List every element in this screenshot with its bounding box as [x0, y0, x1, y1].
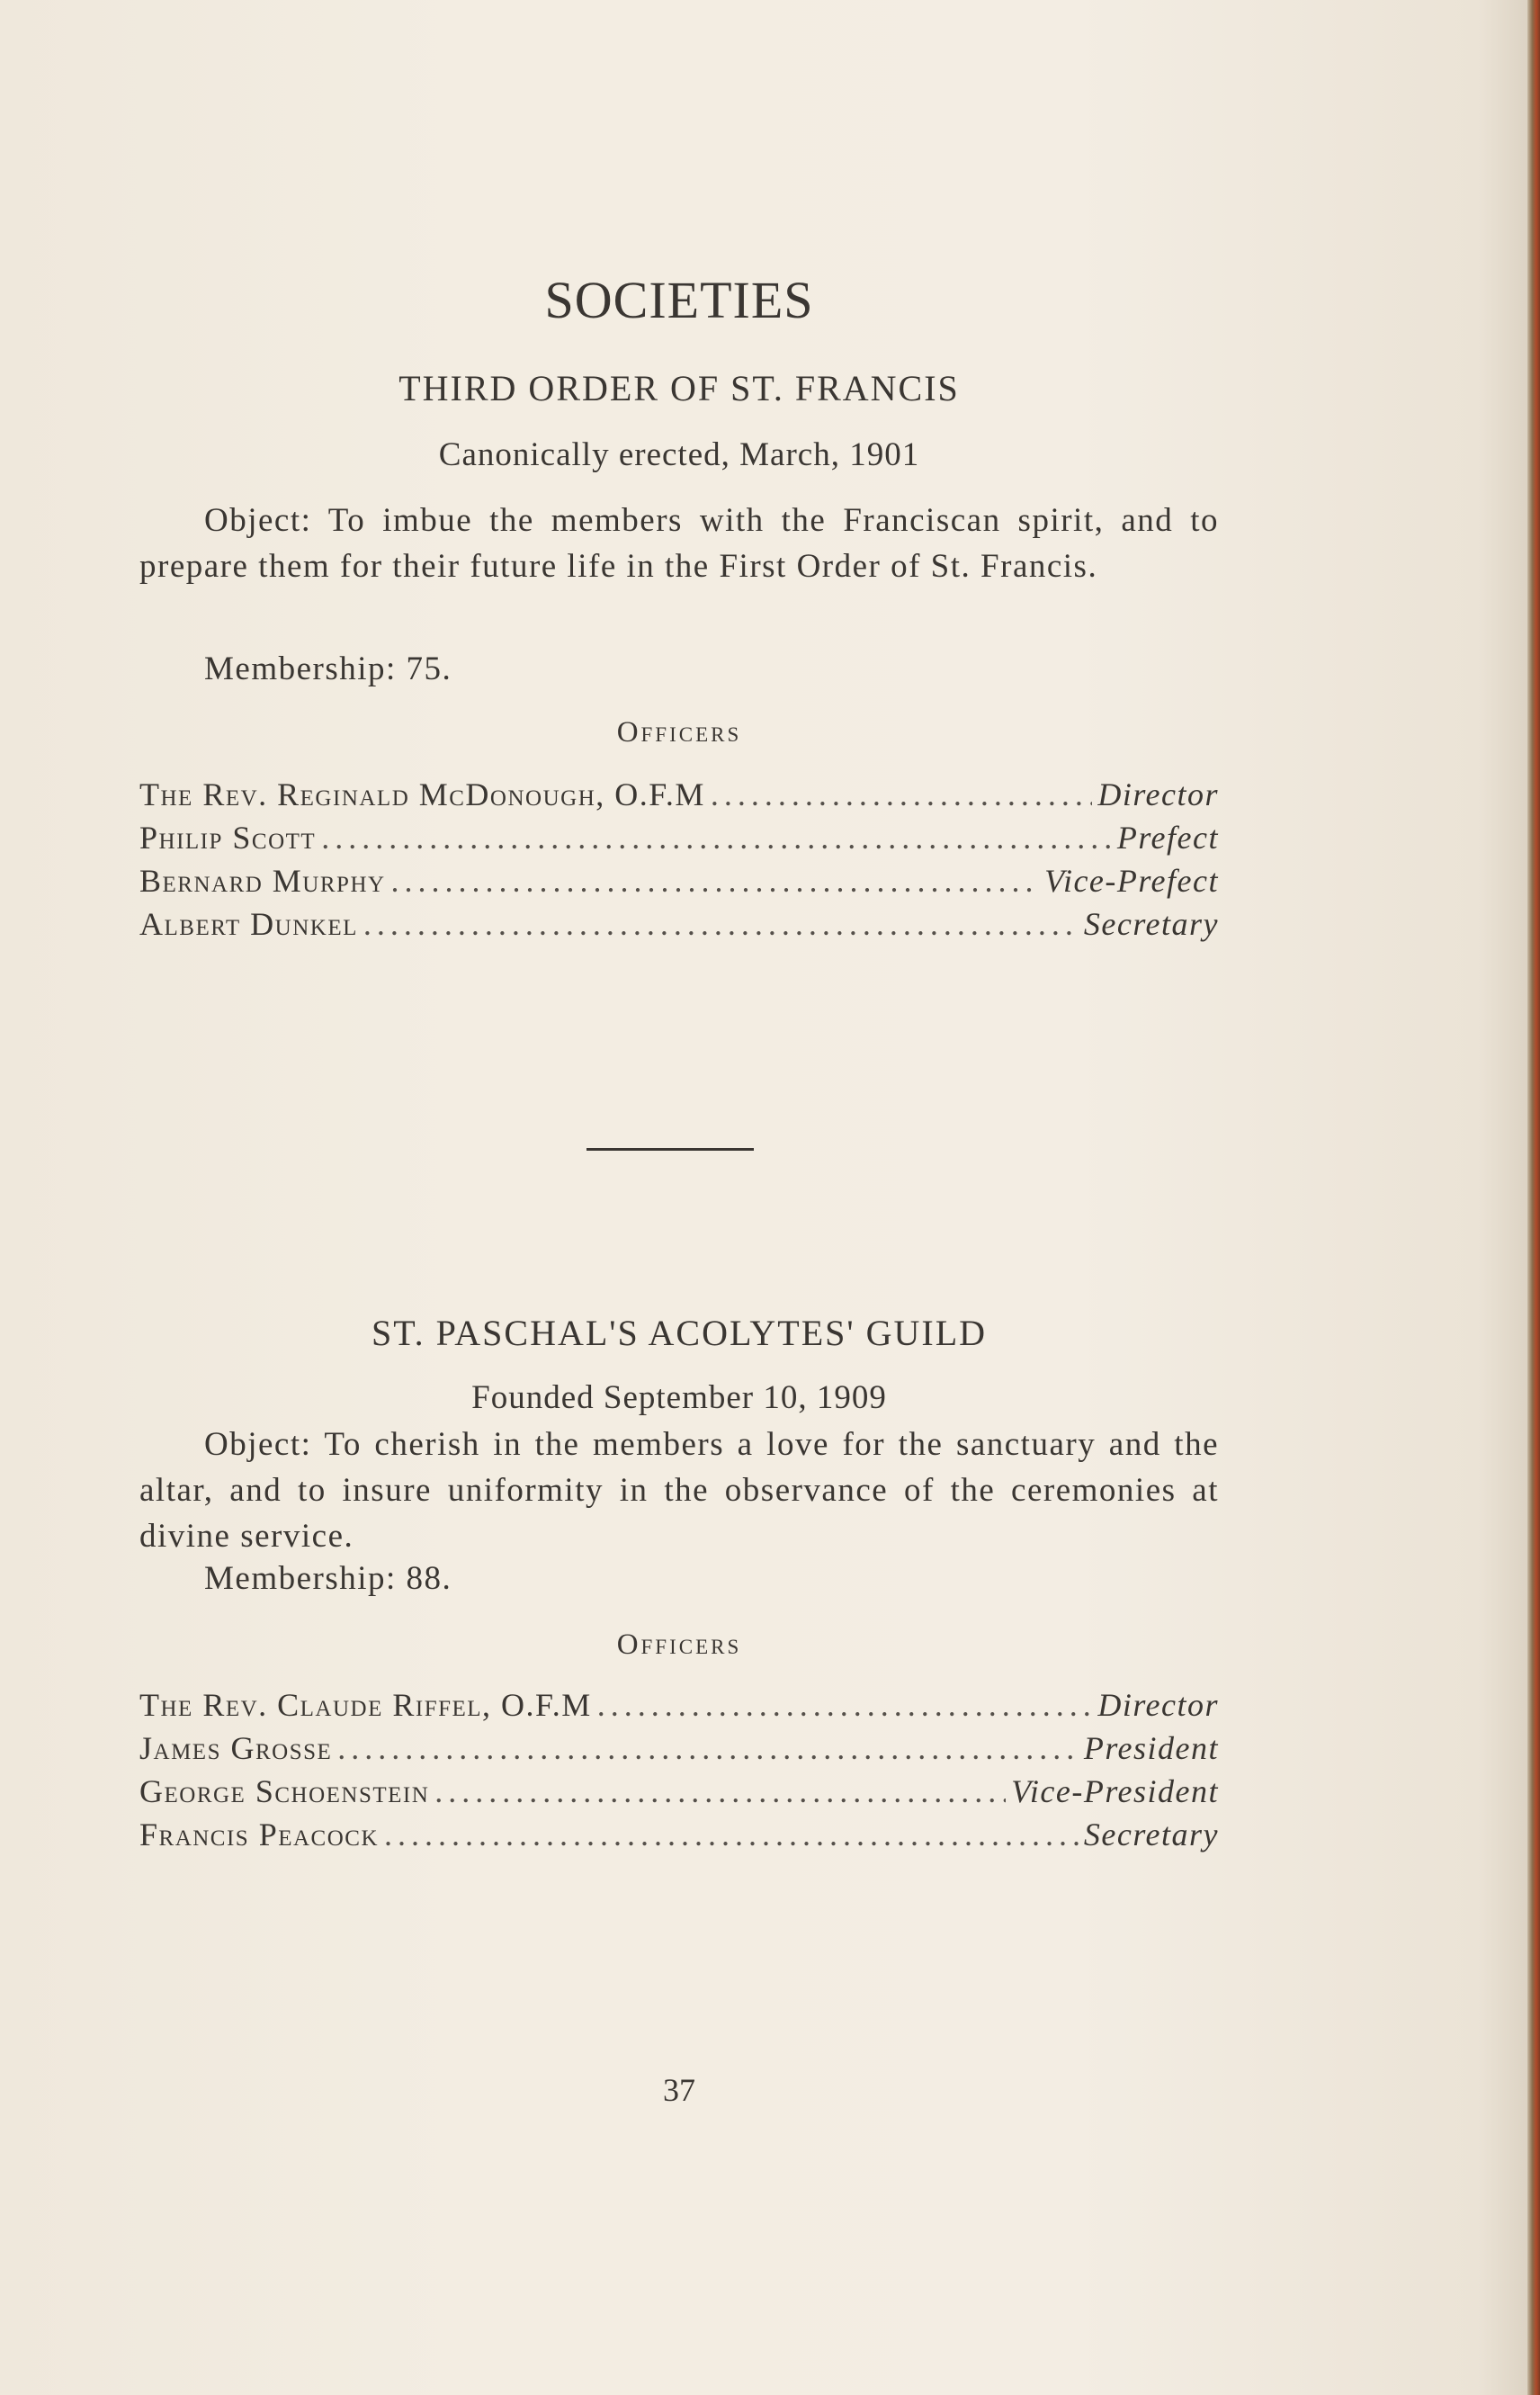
- officer-row: [139, 1729, 1219, 1772]
- leader-dots: [337, 1729, 1079, 1767]
- officer-name: The Rev. Claude Riffel, O.F.M: [139, 1687, 592, 1723]
- officer-title: Director: [1097, 776, 1219, 812]
- officer-list-acolytes-guild: [139, 1686, 1219, 1859]
- section-founded-third-order: Canonically erected, March, 1901: [438, 436, 920, 473]
- officer-name: Bernard Murphy: [139, 863, 386, 899]
- officer-title: Vice-President: [1011, 1773, 1219, 1809]
- officer-name: The Rev. Reginald McDonough, O.F.M: [139, 776, 705, 812]
- officer-title: Vice-Prefect: [1044, 863, 1219, 899]
- section-founded-acolytes-guild: Founded September 10, 1909: [471, 1379, 887, 1416]
- section-object-third-order: Object: To imbue the members with the Franciscan spirit, and to prepare them for their future life in the First Order of St. Francis.: [139, 502, 1219, 585]
- leader-dots: [321, 819, 1112, 857]
- officer-list-third-order: [139, 776, 1219, 948]
- officer-title: President: [1083, 1730, 1219, 1766]
- officer-name: George Schoenstein: [139, 1773, 430, 1809]
- officer-row: [139, 1686, 1219, 1729]
- leader-dots: [384, 1816, 1079, 1853]
- leader-dots: [363, 905, 1079, 943]
- leader-dots: [711, 776, 1092, 813]
- officer-row: [139, 776, 1219, 819]
- officer-name: Albert Dunkel: [139, 906, 358, 942]
- officer-row: [139, 1772, 1219, 1816]
- officer-row: [139, 1816, 1219, 1859]
- officer-title: Prefect: [1116, 820, 1219, 856]
- officer-name: Philip Scott: [139, 820, 317, 856]
- officer-row: [139, 905, 1219, 948]
- officer-row: [139, 819, 1219, 862]
- section-divider: [586, 1148, 754, 1151]
- leader-dots: [391, 862, 1040, 900]
- book-spine-edge: [1527, 0, 1540, 2395]
- leader-dots: [434, 1772, 1006, 1810]
- officer-name: Francis Peacock: [139, 1816, 380, 1852]
- section-object-acolytes-guild: Object: To cherish in the members a love for the sanctuary and the altar, and to insure uniformity in the observance of the ceremonies at divine service.: [139, 1426, 1219, 1555]
- section-membership-acolytes-guild: Membership: 88.: [204, 1560, 452, 1597]
- officers-heading-acolytes-guild: Officers: [616, 1628, 742, 1661]
- section-title-third-order: THIRD ORDER OF ST. FRANCIS: [398, 368, 960, 408]
- officer-title: Director: [1097, 1687, 1219, 1723]
- officers-heading-third-order: Officers: [616, 716, 742, 749]
- section-membership-third-order: Membership: 75.: [204, 650, 452, 687]
- officer-title: Secretary: [1083, 906, 1219, 942]
- page-title: SOCIETIES: [544, 271, 814, 329]
- page-number: 37: [663, 2072, 695, 2108]
- officer-name: James Grosse: [139, 1730, 333, 1766]
- section-title-acolytes-guild: ST. PASCHAL'S ACOLYTES' GUILD: [371, 1313, 988, 1353]
- officer-title: Secretary: [1083, 1816, 1219, 1852]
- officer-row: [139, 862, 1219, 905]
- leader-dots: [597, 1686, 1093, 1724]
